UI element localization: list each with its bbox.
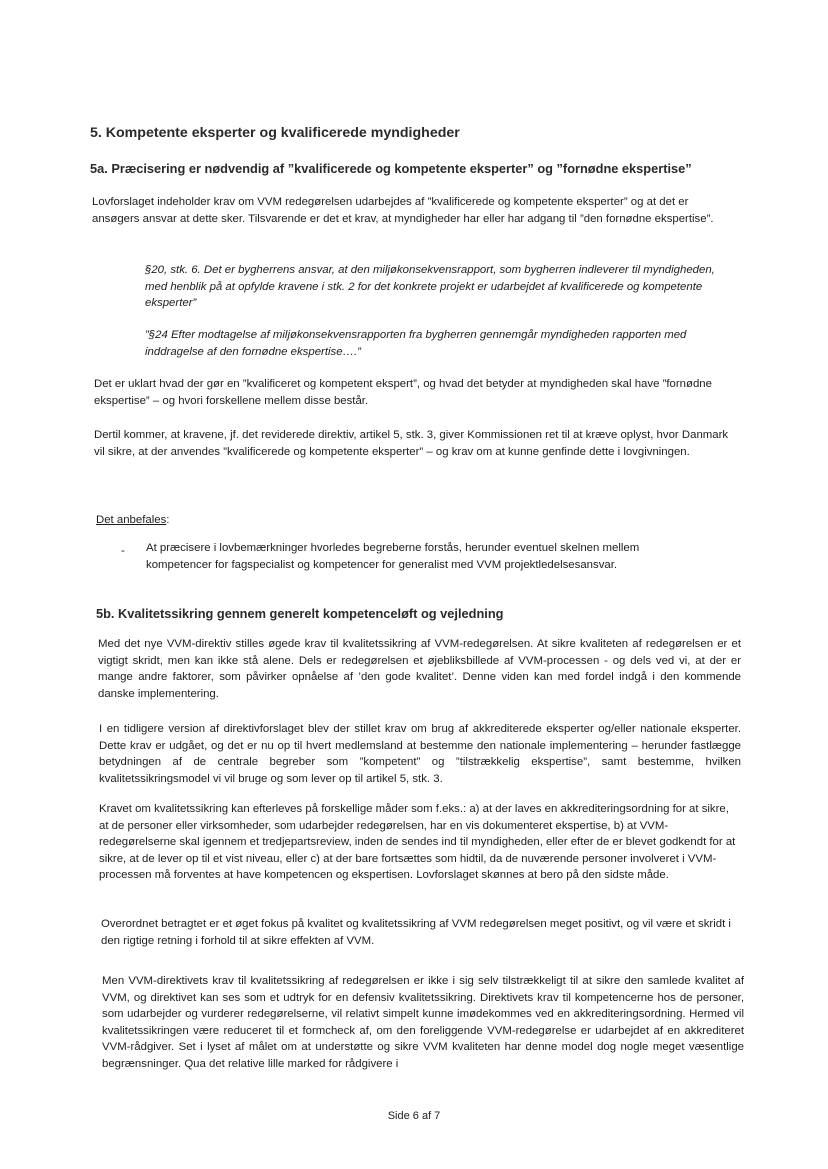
section-5a-quote-1: §20, stk. 6. Det er bygherrens ansvar, at den miljøkonsekvensrapport, som bygherren indleverer til myndigheden, med henblik på at opfylde kravene i stk. 2 for det konkrete projekt er udarbejdet af kvalificerede og kompetente eksperter” <box>145 264 715 309</box>
recommendation-bullet-1: At præcisere i lovbemærkninger hvorledes begreberne forstås, herunder eventuel skelnen mellem kompetencer for fagspecialist og kompetencer for generalist med VVM projektledelsesansvar. <box>146 542 640 571</box>
section-5b-paragraph-3: Kravet om kvalitetssikring kan efterleves på forskellige måder som f.eks.: a) at der laves en akkrediteringsordning for at sikre, at de personer eller virksomheder, som udarbejder redegørelsen, har en vis dokumenteret ekspertise, b) at VVM-redegørelserne skal igennem et tredjepartsreview, inden de sendes ind til myndigheden, eller efter de er blevet godkendt for at sikre, at de lever op til et vist niveau, eller c) at der bare fortsættes som hidtil, da de nuværende personer involveret i VVM-processen må forventes at have kompetencen og ekspertisen. Lovforslaget skønnes at bero på den sidste måde. <box>99 803 736 881</box>
recommendation-label-colon: : <box>166 514 170 526</box>
recommendation-label-text: Det anbefales <box>96 514 167 526</box>
section-5a-paragraph-1: Lovforslaget indeholder krav om VVM redegørelsen udarbejdes af ”kvalificerede og kompetente eksperter” og at det er ansøgers ansvar at dette sker. Tilsvarende er det et krav, at myndigheder har eller har adgang til ”den fornødne ekspertise”. <box>92 196 714 225</box>
section-5b-paragraph-1: Med det nye VVM-direktiv stilles øgede krav til kvalitetssikring af VVM-redegørelsen. At sikre kvaliteten af redegørelsen er et vigtigt skridt, men kan ikke stå alene. Dels er redegørelsen et øjebliksbillede af VVM-processen - og dels ved vi, at der er mange andre faktorer, som påvirker opnåelse af ’den gode kvalitet’. Denne viden kan med fordel indgå i den kommende danske implementering. <box>98 638 741 700</box>
page-number: Side 6 af 7 <box>387 1110 441 1122</box>
section-5a-paragraph-2: Det er uklart hvad der gør en ”kvalificeret og kompetent ekspert”, og hvad det betyder at myndigheden skal have ”fornødne ekspertise” – og hvori forskellene mellem disse består. <box>94 378 712 407</box>
bullet-dash: - <box>121 545 125 557</box>
section-5b-paragraph-4: Overordnet betragtet er et øget fokus på kvalitet og kvalitetssikring af VVM redegørelsen meget positivt, og vil være et skridt i den rigtige retning i forhold til at sikre effekten af VVM. <box>101 918 731 947</box>
section-5-heading: 5. Kompetente eksperter og kvalificerede myndigheder <box>90 125 460 141</box>
section-5b-paragraph-2: I en tidligere version af direktivforslaget blev der stillet krav om brug af akkrediterede eksperter og/eller nationale eksperter. Dette krav er udgået, og det er nu op til hvert medlemsland at bestemme den nationale implementering – herunder fastlægge betydningen af de centrale begreber som ”kompetent” og ”tilstrækkelig ekspertise”, samt bestemme, hvilken kvalitetssikringsmodel vi vil bruge og som lever op til artikel 5, stk. 3. <box>99 723 741 785</box>
section-5a-paragraph-3: Dertil kommer, at kravene, jf. det reviderede direktiv, artikel 5, stk. 3, giver Kommissionen ret til at kræve oplyst, hvor Danmark vil sikre, at der anvendes ”kvalificerede og kompetente eksperter” – og krav om at kunne genfinde dette i lovgivningen. <box>94 429 729 458</box>
section-5b-paragraph-5: Men VVM-direktivets krav til kvalitetssikring af redegørelsen er ikke i sig selv tilstrækkeligt til at sikre den samlede kvalitet af VVM, og direktivet kan ses som et udtryk for en defensiv kvalitetssikring. Direktivets krav til kompetencerne hos de personer, som udarbejder og vurderer redegørelserne, vil relativt simpelt kunne imødekommes ved en akkrediteringsordning. Hermed vil kvalitetssikringen være reduceret til et formcheck af, om den foreliggende VVM-redegørelse er udarbejdet af en akkrediteret VVM-rådgiver. Set i lyset af målet om at understøtte og sikre VVM kvaliteten har denne model dog nogle meget væsentlige begrænsninger. Qua det relative lille marked for rådgivere i <box>102 975 744 1070</box>
recommendation-label <box>96 512 169 529</box>
section-5a-quote-2: ”§24 Efter modtagelse af miljøkonsekvensrapporten fra bygherren gennemgår myndigheden rapporten med inddragelse af den fornødne ekspertise….” <box>145 329 687 358</box>
section-5b-heading: 5b. Kvalitetssikring gennem generelt kompetenceløft og vejledning <box>96 606 504 621</box>
section-5a-heading: 5a. Præcisering er nødvendig af ”kvalificerede og kompetente eksperter” og ”fornødne ekspertise” <box>90 161 692 176</box>
